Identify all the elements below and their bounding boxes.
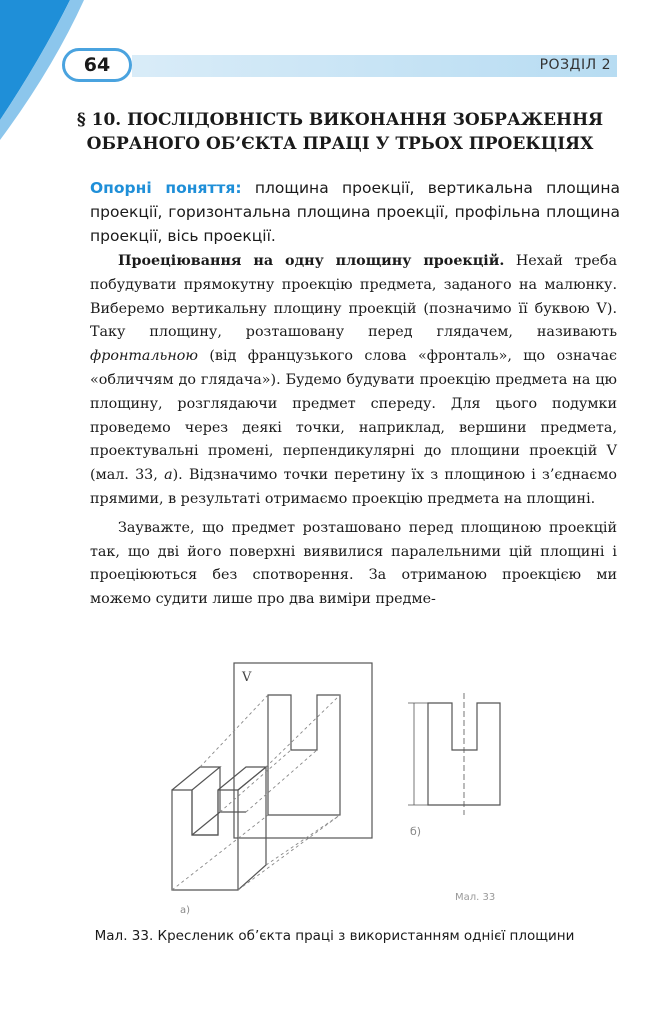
front-view-drawing bbox=[428, 703, 500, 805]
paragraph-1-part-b: (від французького слова «фронталь», що означає «обличчям до глядача»). Будемо будувати проекцію предмета на цю площину, розглядаючи предмет спереду. Для цього подумки проведемо через деякі точки, наприклад, вершини предмета, проектувальні промені, перпендикулярні до площини проекцій V (мал. 33, bbox=[90, 348, 618, 484]
paragraph-1-part-a: Нехай треба побудувати прямокутну проекцію предмета, заданого на малюнку. Виберемо вертикальну площину проекцій (позначимо її буквою V). Таку площину, розташовану перед глядачем, називають bbox=[90, 253, 618, 341]
key-concepts bbox=[90, 176, 620, 248]
page-number: 64 bbox=[62, 48, 132, 82]
title-line-1: § 10. ПОСЛІДОВНІСТЬ ВИКОНАННЯ ЗОБРАЖЕННЯ bbox=[76, 110, 604, 130]
label-b: б) bbox=[410, 825, 422, 838]
paragraph-heading: Проеціювання на одну площину проекцій. bbox=[118, 253, 505, 269]
plane-projection bbox=[268, 695, 340, 815]
term-frontal: фронтальною bbox=[90, 348, 198, 365]
title-line-2: ОБРАНОГО ОБ’ЄКТА ПРАЦІ У ТРЬОХ ПРОЕКЦІЯХ bbox=[86, 134, 594, 154]
label-a: а) bbox=[180, 905, 191, 916]
object-front bbox=[172, 790, 238, 890]
key-concepts-text: площина проекції, вертикальна площина проекції, горизонтальна площина проекції, профільна площина проекції, вісь проекції. bbox=[90, 179, 620, 245]
plane-label: V bbox=[242, 670, 252, 685]
key-concepts-label: Опорні поняття: bbox=[90, 179, 242, 197]
paragraph-1-part-c: ). Відзначимо точки перетину їх з площиною і з’єднаємо прямими, в результаті отримаємо проекцію предмета на площині. bbox=[90, 467, 617, 507]
figure-ref-a: а bbox=[164, 467, 173, 484]
paragraph-2: Зауважте, що предмет розташовано перед площиною проекцій так, що дві його поверхні виявилися паралельними цій площині і проеціюються без спотворення. За отриманою проекцією ми можемо судити лише про два виміри предме- bbox=[90, 519, 617, 608]
body-text bbox=[90, 250, 617, 617]
figure-note: Мал. 33 bbox=[455, 892, 496, 903]
section-label: РОЗДІЛ 2 bbox=[539, 57, 611, 73]
section-title bbox=[60, 108, 620, 156]
figure-33 bbox=[150, 655, 570, 920]
figure-caption: Мал. 33. Кресленик об’єкта праці з використанням однієї площини bbox=[94, 928, 575, 944]
paragraph-1 bbox=[90, 250, 617, 512]
